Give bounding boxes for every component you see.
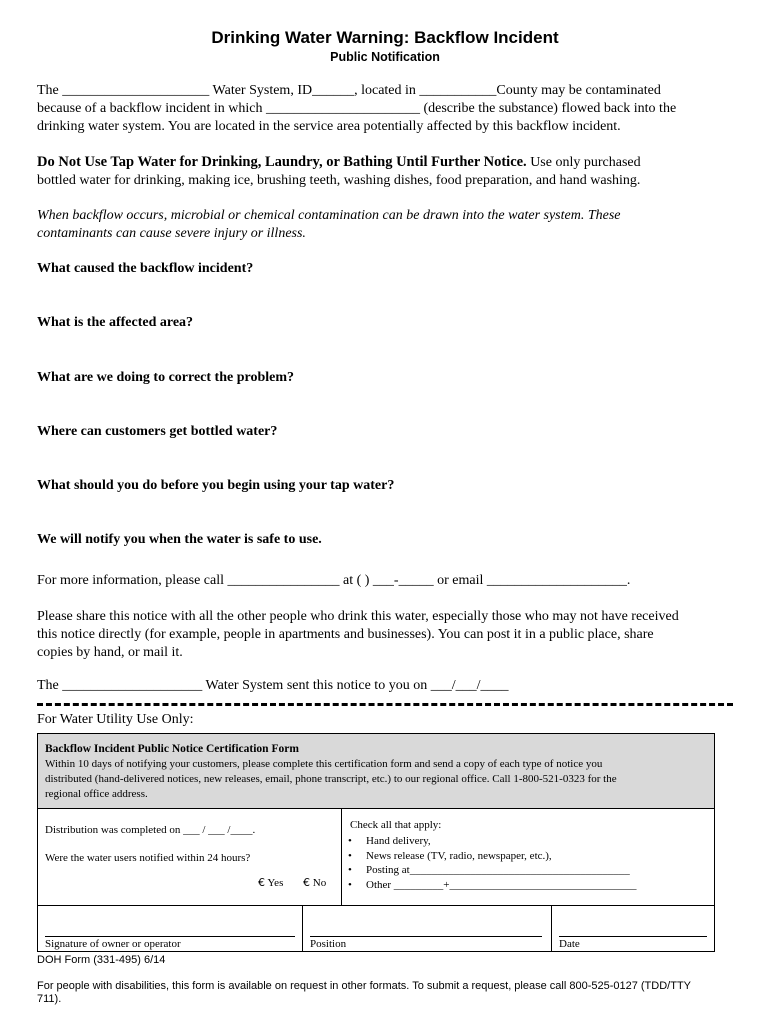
bullet-icon: • (348, 849, 352, 862)
accessibility-line-2: 711). (37, 993, 62, 1005)
position-label: Position (310, 938, 347, 950)
contamination-note (37, 207, 737, 243)
intro-line-2: because of a backflow incident in which ______________________ (describe the substance) flowed back into the (37, 101, 677, 116)
warning-paragraph (37, 153, 737, 190)
bullet-icon: • (348, 835, 352, 847)
certification-title: Backflow Incident Public Notice Certification Form (45, 743, 299, 755)
page-title: Drinking Water Warning: Backflow Incident (211, 28, 559, 47)
date-label: Date (559, 938, 580, 950)
share-paragraph (37, 608, 747, 662)
check-item-hand-delivery[interactable]: • Hand delivery, (348, 835, 431, 847)
warning-line-2: bottled water for drinking, making ice, brushing teeth, washing dishes, food preparation, and hand washing. (37, 173, 641, 188)
intro-line-1: The _____________________ Water System, ID______, located in ___________County may be contaminated (37, 83, 661, 98)
warning-bold: Do Not Use Tap Water for Drinking, Laundry, or Bathing Until Further Notice. (37, 154, 527, 170)
accessibility-line-1: For people with disabilities, this form is available on request in other formats. To submit a request, please call 800-525-0127 (TDD/TTY (37, 980, 691, 992)
share-line-2: this notice directly (for example, people in apartments and businesses). You can post it in a public place, share (37, 627, 654, 642)
check-all-title: Check all that apply: (350, 819, 442, 831)
check-item-posting[interactable]: • Posting at________________________________________ (348, 864, 630, 876)
section-divider (341, 809, 342, 905)
more-info-line: For more information, please call ________________ at ( ) ___-_____ or email ____________________. (37, 573, 631, 588)
yes-option[interactable] (258, 876, 283, 889)
yes-checkbox-icon[interactable]: € (258, 876, 265, 889)
date-line[interactable] (559, 936, 707, 937)
method-checklist (344, 834, 704, 892)
certification-line-1: Within 10 days of notifying your customers, please complete this certification form and send a copy of each type of notice you (45, 758, 603, 770)
note-line-2: contaminants can cause severe injury or illness. (37, 226, 306, 241)
page-subtitle: Public Notification (330, 50, 440, 64)
form-id: DOH Form (331-495) 6/14 (37, 954, 166, 966)
notified-24h-question: Were the water users notified within 24 hours? (45, 852, 251, 864)
utility-use-label: For Water Utility Use Only: (37, 712, 194, 727)
sent-notice-line: The ____________________ Water System sent this notice to you on ___/___/____ (37, 678, 509, 693)
no-checkbox-icon[interactable]: € (303, 876, 310, 889)
question-area: What is the affected area? (37, 315, 194, 330)
position-line[interactable] (310, 936, 542, 937)
notify-statement: We will notify you when the water is safe to use. (37, 532, 322, 547)
check-item-news-release[interactable]: • News release (TV, radio, newspaper, etc.), (348, 849, 552, 862)
distribution-section (37, 808, 715, 906)
no-option[interactable] (303, 876, 326, 889)
certification-line-3: regional office address. (45, 788, 148, 800)
signature-divider-2 (551, 906, 552, 951)
accessibility-note (37, 980, 737, 1006)
note-line-1: When backflow occurs, microbial or chemical contamination can be drawn into the water system. These (37, 208, 621, 223)
bullet-icon: • (348, 878, 352, 891)
signature-label: Signature of owner or operator (45, 938, 181, 950)
check-item-other[interactable]: • Other _________+__________________________________ (348, 878, 637, 891)
share-line-1: Please share this notice with all the other people who drink this water, especially those who may not have received (37, 609, 679, 624)
signature-section (37, 905, 715, 952)
share-line-3: copies by hand, or mail it. (37, 645, 183, 660)
intro-line-3: drinking water system. You are located in the service area potentially affected by this backflow incident. (37, 119, 621, 134)
question-bottled-water: Where can customers get bottled water? (37, 424, 278, 439)
question-correction: What are we doing to correct the problem? (37, 370, 295, 385)
bullet-icon: • (348, 864, 352, 876)
warning-rest: Use only purchased (526, 155, 641, 170)
yes-label: Yes (267, 877, 284, 889)
signature-line[interactable] (45, 936, 295, 937)
no-label: No (312, 877, 327, 889)
signature-divider-1 (302, 906, 303, 951)
intro-paragraph (37, 82, 737, 136)
distribution-date-field[interactable]: Distribution was completed on ___ / ___ /____. (45, 824, 256, 836)
question-cause: What caused the backflow incident? (37, 261, 254, 276)
certification-header-box (37, 733, 715, 809)
certification-line-2: distributed (hand-delivered notices, new releases, email, phone transcript, etc.) to our regional office. Call 1-800-521-0323 for the (45, 773, 617, 785)
cut-line-divider (37, 703, 733, 706)
question-before-use: What should you do before you begin using your tap water? (37, 478, 395, 493)
